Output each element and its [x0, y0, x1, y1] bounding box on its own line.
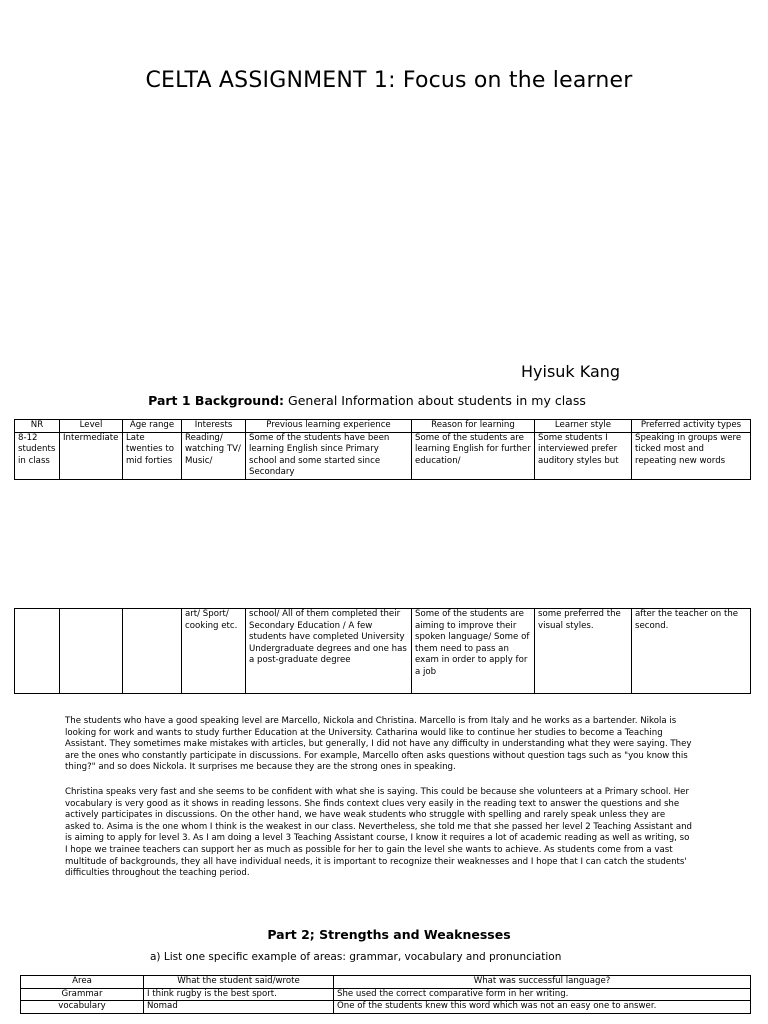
table-row: [15, 432, 751, 479]
header-reason-for-learning: Reason for learning: [412, 420, 535, 433]
table-cell: [60, 609, 123, 694]
paragraph-strong-speakers: The students who have a good speaking level are Marcello, Nickola and Christina. Marcello is from Italy and he works as a bartender. Nikola is looking for work and wants to study further Education at the University. Catharina would like to continue her studies to become a Teaching Assistant. They sometimes make mistakes with articles, but generally, I did not have any difficulty in understanding what they were saying. They are the ones who constantly participate in discussions. For example, Marcello often asks questions without question tags such as "you know this thing?" and so does Nickola. It surprises me because they are the strong ones in speaking.: [65, 716, 692, 773]
table-cell: 8-12 students in class: [15, 432, 60, 479]
header-nr: NR: [15, 420, 60, 433]
table-cell: Speaking in groups were ticked most and repeating new words: [632, 432, 751, 479]
strengths-table: [20, 975, 751, 1014]
table-cell: some preferred the visual styles.: [535, 609, 632, 694]
table-cell: art/ Sport/ cooking etc.: [182, 609, 246, 694]
table-cell: She used the correct comparative form in her writing.: [334, 988, 751, 1001]
part1-heading-text: General Information about students in my class: [284, 393, 586, 408]
table-cell: school/ All of them completed their Secondary Education / A few students have completed University Undergraduate degrees and one has a post-graduate degree: [246, 609, 412, 694]
header-successful-language: What was successful language?: [334, 976, 751, 989]
table-cell: Some of the students have been learning English since Primary school and some started since Secondary: [246, 432, 412, 479]
part2-question: a) List one specific example of areas: grammar, vocabulary and pronunciation: [150, 951, 562, 963]
part2-heading: Part 2; Strengths and Weaknesses: [267, 927, 511, 942]
table-cell: [15, 609, 60, 694]
table-cell: Reading/ watching TV/ Music/: [182, 432, 246, 479]
header-level: Level: [60, 420, 123, 433]
table-header-row: [15, 420, 751, 433]
background-table: [14, 419, 751, 480]
part1-heading-label: Part 1 Background:: [148, 393, 285, 408]
author-name: Hyisuk Kang: [521, 362, 621, 381]
table-row: [15, 609, 751, 694]
header-interests: Interests: [182, 420, 246, 433]
header-preferred-activity: Preferred activity types: [632, 420, 751, 433]
table-cell: Nomad: [144, 1001, 334, 1014]
table-row: [21, 988, 751, 1001]
table-header-row: [21, 976, 751, 989]
background-table-continued: [14, 608, 751, 694]
table-row: [21, 1001, 751, 1014]
header-previous-learning: Previous learning experience: [246, 420, 412, 433]
header-age-range: Age range: [123, 420, 182, 433]
header-learner-style: Learner style: [535, 420, 632, 433]
header-area: Area: [21, 976, 144, 989]
table-cell: Late twenties to mid forties: [123, 432, 182, 479]
table-cell: I think rugby is the best sport.: [144, 988, 334, 1001]
table-cell: Some students I interviewed prefer auditory styles but: [535, 432, 632, 479]
paragraph-christina: Christina speaks very fast and she seems to be confident with what she is saying. This could be because she volunteers at a Primary school. Her vocabulary is very good as it shows in reading lessons. She finds context clues very easily in the reading text to answer the questions and she actively participates in discussions. On the other hand, we have weak students who struggle with spelling and rarely speak unless they are asked to. Asima is the one whom I think is the weakest in our class. Nevertheless, she told me that she passed her level 2 Teaching Assistant and is aiming to apply for level 3. As I am doing a level 3 Teaching Assistant course, I know it requires a lot of academic reading as well as writing, so I hope we trainee teachers can support her as much as possible for her to gain the level she wants to achieve. As students come from a vast multitude of backgrounds, they all have individual needs, it is important to recognize their weaknesses and I hope that I can catch the students' difficulties throughout the teaching period.: [65, 787, 693, 879]
table-cell: Some of the students are learning English for further education/: [412, 432, 535, 479]
table-cell: after the teacher on the second.: [632, 609, 751, 694]
table-cell: Some of the students are aiming to improve their spoken language/ Some of them need to pass an exam in order to apply for a job: [412, 609, 535, 694]
table-cell: vocabulary: [21, 1001, 144, 1014]
table-cell: [123, 609, 182, 694]
table-cell: Grammar: [21, 988, 144, 1001]
table-cell: One of the students knew this word which was not an easy one to answer.: [334, 1001, 751, 1014]
document-title: CELTA ASSIGNMENT 1: Focus on the learner: [145, 68, 633, 93]
table-cell: Intermediate: [60, 432, 123, 479]
header-student-said: What the student said/wrote: [144, 976, 334, 989]
part1-heading: [0, 393, 734, 408]
